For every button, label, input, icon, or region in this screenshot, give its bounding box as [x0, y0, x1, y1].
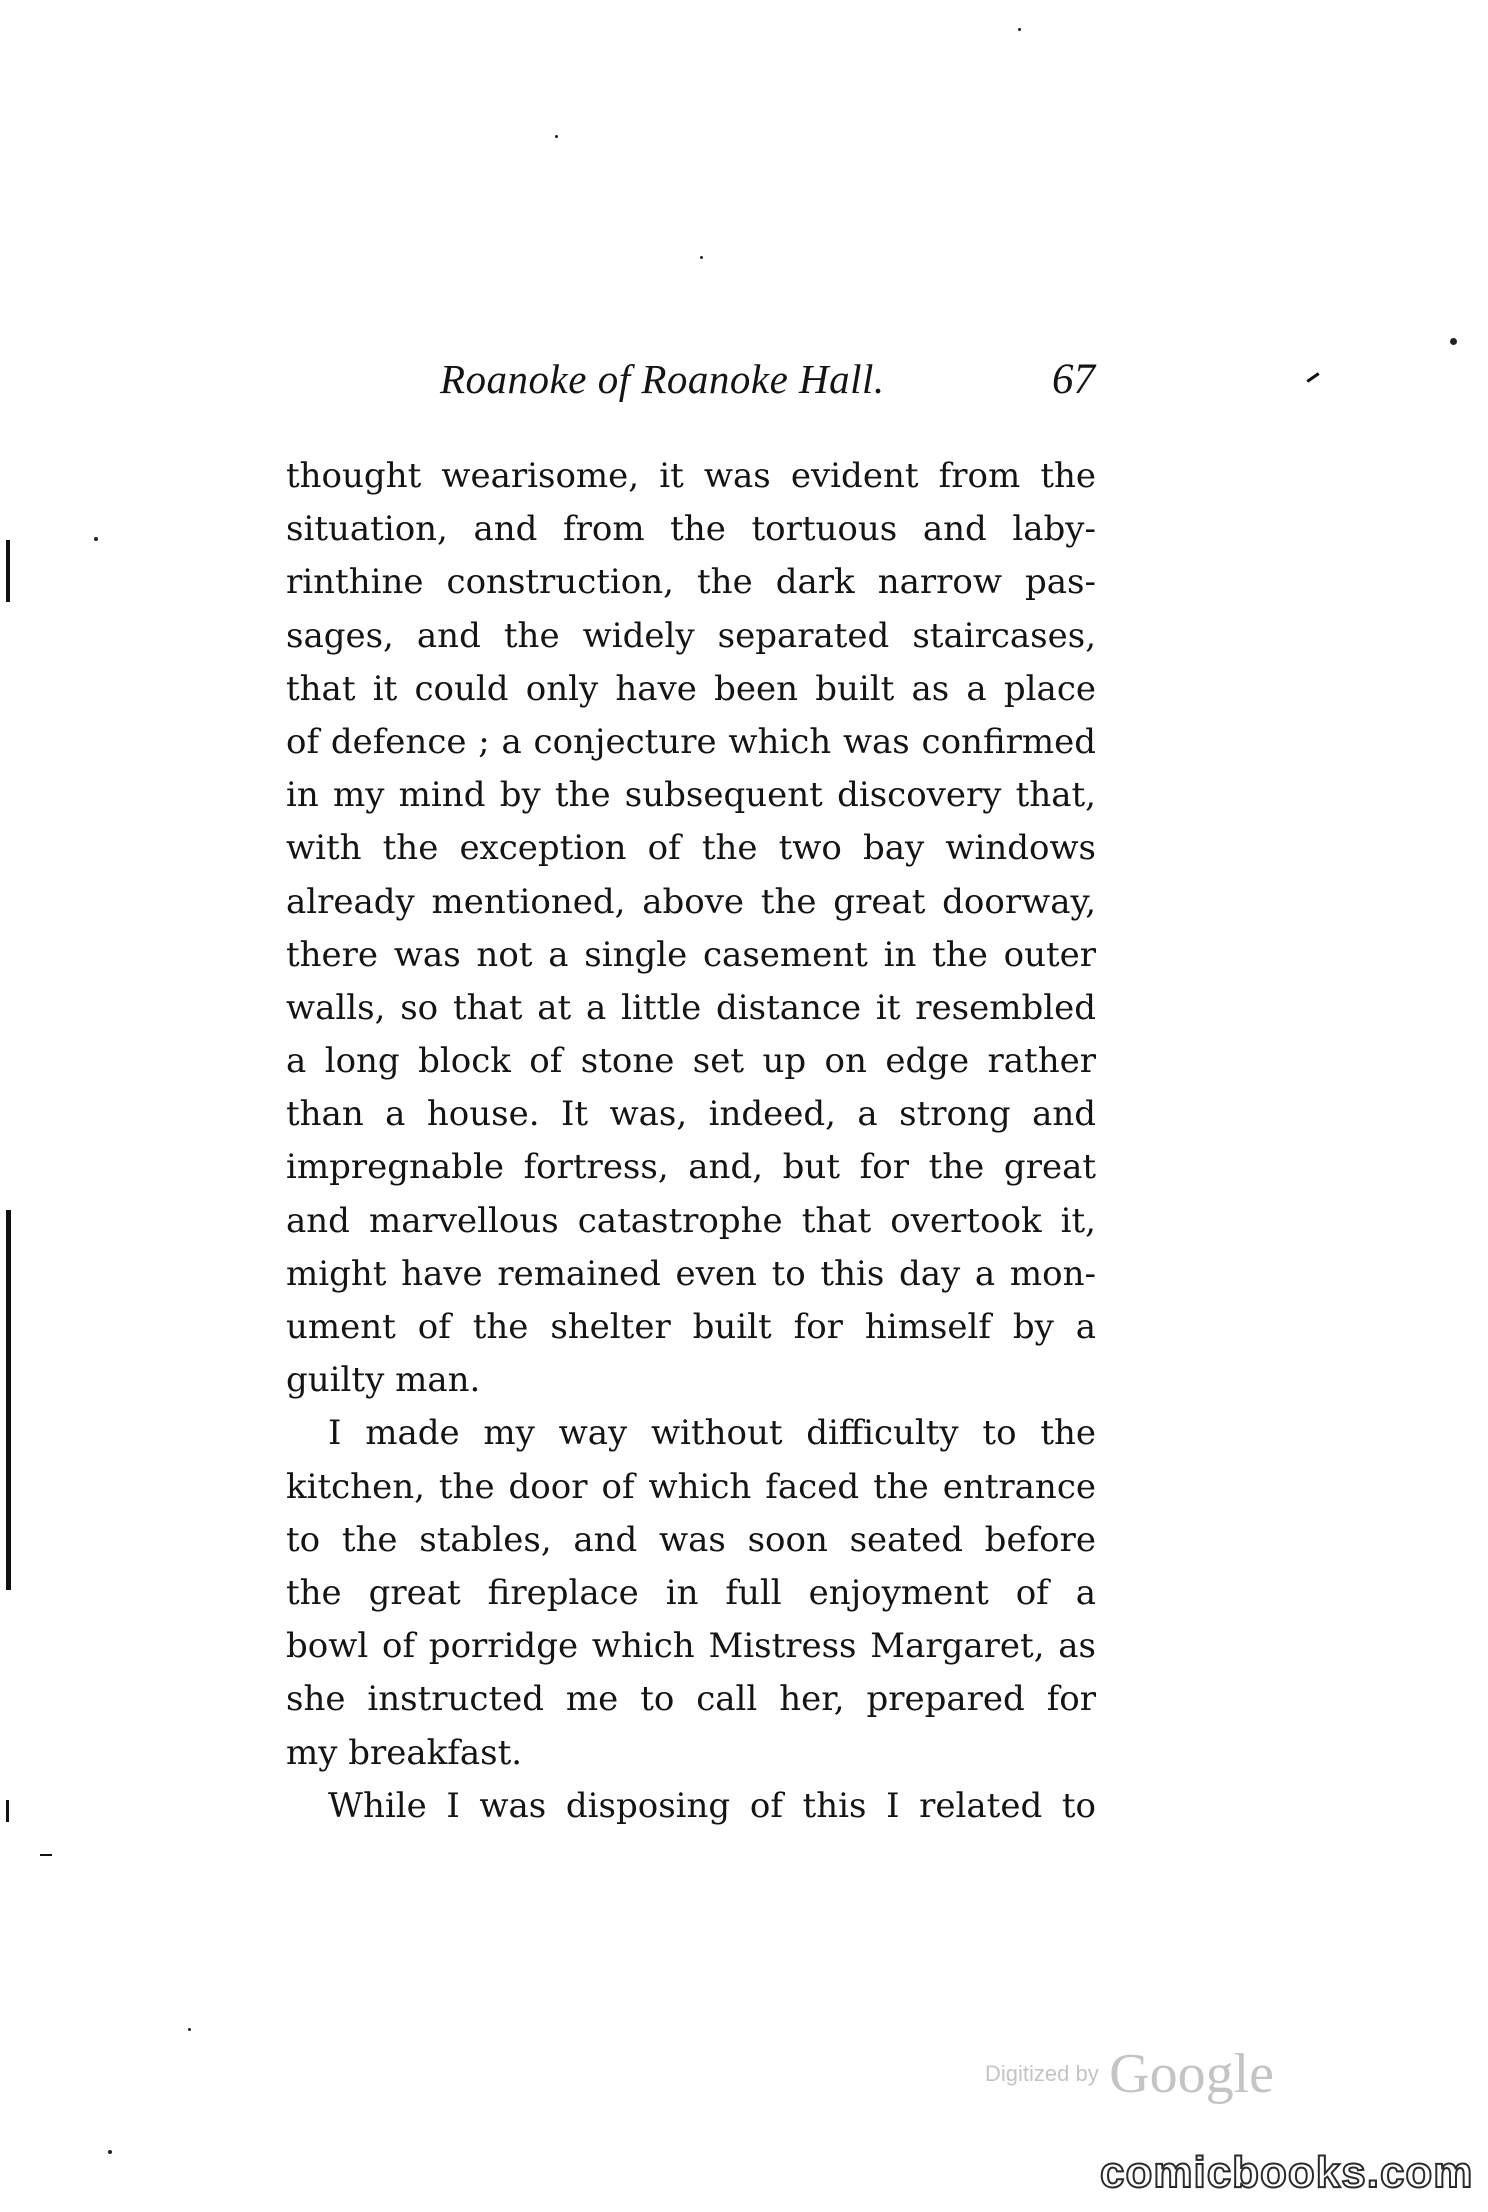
google-logo: Google [1109, 2043, 1275, 2105]
text-line: she instructed me to call her, prepared for [286, 1679, 1096, 1720]
scan-speck [555, 135, 558, 138]
paragraph-end-line: my breakfast. [286, 1732, 523, 1773]
text-line: there was not a single casement in the outer [286, 934, 1096, 975]
text-line: already mentioned, above the great doorway, [286, 881, 1096, 922]
digitized-label: Digitized by [985, 2061, 1099, 2086]
page-number: 67 [1052, 356, 1095, 403]
scan-speck [188, 2028, 191, 2031]
text-line: might have remained even to this day a mon- [286, 1253, 1096, 1294]
scan-speck [700, 256, 703, 259]
text-line: thought wearisome, it was evident from the [286, 456, 1096, 496]
paragraph-first-line: I made my way without difficulty to the [328, 1413, 1096, 1454]
text-line: and marvellous catastrophe that overtook it, [286, 1200, 1096, 1241]
digitized-by-mark [985, 2042, 1274, 2106]
text-line: sages, and the widely separated staircases, [286, 615, 1096, 656]
text-line: situation, and from the tortuous and laby- [286, 509, 1096, 550]
text-line: to the stables, and was soon seated before [286, 1519, 1096, 1560]
scan-edge-mark [6, 1210, 11, 1590]
text-line: kitchen, the door of which faced the entrance [286, 1466, 1096, 1507]
text-line: rinthine construction, the dark narrow pas- [286, 562, 1096, 603]
scan-edge-mark [6, 1800, 9, 1822]
text-line: a long block of stone set up on edge rather [286, 1041, 1096, 1082]
text-line: bowl of porridge which Mistress Margaret, as [286, 1626, 1096, 1667]
text-line: with the exception of the two bay windows [286, 828, 1096, 869]
scan-speck [1450, 338, 1457, 345]
scan-edge-mark [6, 540, 10, 602]
site-watermark: comicbooks.com [1100, 2148, 1474, 2197]
scan-speck [108, 2150, 112, 2154]
text-line: ument of the shelter built for himself by a [286, 1307, 1096, 1347]
body-text [286, 450, 1096, 1833]
text-line: that it could only have been built as a place [286, 668, 1096, 709]
scan-speck [94, 537, 98, 541]
text-line: the great fireplace in full enjoyment of a [286, 1572, 1096, 1613]
scan-dash [40, 1854, 52, 1856]
text-line: walls, so that at a little distance it resembled [286, 987, 1096, 1028]
paragraph-first-line: While I was disposing of this I related to [328, 1785, 1096, 1826]
text-line: impregnable fortress, and, but for the great [286, 1147, 1096, 1188]
running-head [440, 355, 1095, 415]
running-title: Roanoke of Roanoke Hall. [440, 356, 885, 402]
scan-speck [1018, 28, 1021, 31]
paragraph-end-line: guilty man. [286, 1360, 481, 1401]
text-line: than a house. It was, indeed, a strong and [286, 1094, 1096, 1135]
text-line: of defence ; a conjecture which was confirmed [286, 721, 1096, 762]
text-line: in my mind by the subsequent discovery that, [286, 775, 1096, 816]
scan-dash [1306, 372, 1319, 382]
